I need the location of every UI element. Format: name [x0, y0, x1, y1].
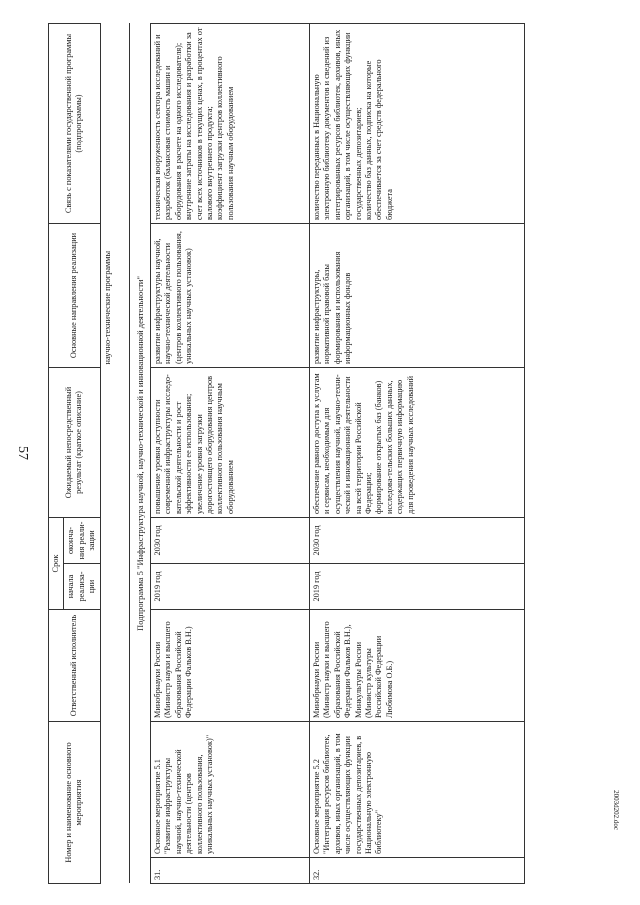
footer-document-code: 2003d202.doc: [612, 790, 620, 830]
header-result: Ожидаемый непосредственный результат (краткое описание): [49, 368, 101, 518]
row-directions: развитие инфраструктуры, нормативной правовой базы формирования и использования информационных фондов: [310, 224, 525, 368]
carryover-text: научно-технические программы: [100, 224, 129, 368]
carryover-empty-cell: [100, 368, 129, 884]
row-executor: Минобрнауки России (Министр науки и высшего образования Российской Федерации Фальков В.Н.): [151, 610, 310, 722]
carryover-row: [100, 24, 129, 884]
row-measure: Основное мероприятие 5.2 "Интеграция ресурсов библиотек, архивов, иных организаций, в том числе осуществляющих функции государственных депозитариев, в Национальную электронную библиотеку": [310, 722, 525, 858]
row-number: 32.: [310, 858, 525, 884]
row-measure: Основное мероприятие 5.1 "Развитие инфраструктуры научной, научно-технической деятельности (центров коллективного пользования, уникальных научных установок)": [151, 722, 310, 858]
row-start: 2019 год: [151, 564, 310, 610]
program-measures-table: [48, 23, 525, 884]
row-result: повышение уровня доступности современной инфраструктуры исследо-вательской деятельности и рост эффективности ее использования; увеличение уровня загрузки дорогостоящего оборудования центров коллективного пользования научным оборудованием: [151, 368, 310, 518]
table-header: [49, 24, 101, 884]
row-number: 31.: [151, 858, 310, 884]
row-end: 2030 год: [151, 518, 310, 564]
table-row: [310, 24, 525, 884]
subprogram-row: [129, 24, 150, 884]
page-number-area: [0, 0, 44, 905]
carryover-empty-link: [100, 24, 129, 224]
header-start: начала реализа-ции: [64, 564, 100, 610]
page-number: 57: [15, 445, 30, 460]
header-directions: Основные направления реализации: [49, 224, 101, 368]
row-link: техническая вооруженность сектора исследований и разработок (балансовая стоимость машин и оборудования в расчете на одного исследователя); внутренние затраты на исследования и разработки за счет всех источников в текущих ценах, в процентах от валового внутреннего продукта; коэффициент загрузки центров коллективного пользования научным оборудованием: [151, 24, 310, 224]
row-end: 2030 год: [310, 518, 525, 564]
header-measure: Номер и наименование основного мероприятия: [49, 722, 101, 884]
header-executor: Ответственный исполнитель: [49, 610, 101, 722]
rotated-page-content: [48, 24, 588, 884]
header-link: Связь с показателями государственной программы (подпрограммы): [49, 24, 101, 224]
subprogram-title: Подпрограмма 5 "Инфраструктура научной, научно-технической и инновационной деятельности": [129, 24, 150, 884]
row-start: 2019 год: [310, 564, 525, 610]
header-end: оконча-ния реали-зации: [64, 518, 100, 564]
header-term: Срок: [49, 518, 64, 610]
row-link: количество переданных в Национальную электронную библиотеку документов и сведений из интегрированных ресурсов библиотек, архивов, иных организаций, в том числе осуществляющих функции государственных депозитариев; количество баз данных, подписка на которые обеспечивается за счет средств федерального бюджета: [310, 24, 525, 224]
row-result: обеспечение равного доступа к услугам и сервисам, необходимым для осуществления научной, научно-техни-ческой и инновационной деятельности на всей территории Российской Федерации; формирование открытых баз (банков) исследова-тельских больших данных, содержащих первичную информацию для проведения научных исследований: [310, 368, 525, 518]
table-row: [151, 24, 310, 884]
footer-area: [596, 740, 636, 880]
row-executor: Минобрнауки России (Министр науки и высшего образования Российской Федерации Фальков В.Н.), Минкультуры России (Министр культуры Российской Федерации Любимова О.Б.): [310, 610, 525, 722]
row-directions: развитие инфраструктуры научной, научно-технической деятельности (центров коллективного пользования, уникальных научных установок): [151, 224, 310, 368]
